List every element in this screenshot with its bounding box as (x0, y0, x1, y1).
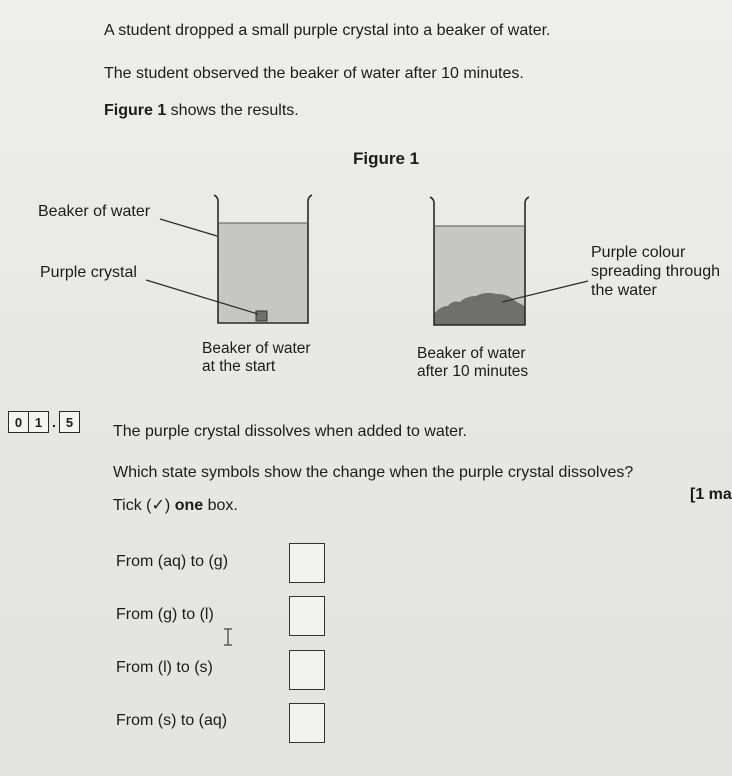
label-purple-line-1: Purple colour (591, 244, 686, 261)
leader-line-beaker (160, 219, 217, 236)
purple-crystal (256, 311, 267, 321)
figure-reference: Figure 1 (104, 102, 167, 119)
intro-line-2: The student observed the beaker of water after 10 minutes. (104, 65, 524, 82)
marks-indicator: [1 ma (690, 486, 732, 503)
intro-line-1: A student dropped a small purple crystal into a beaker of water. (104, 22, 551, 39)
caption-right-line-1: Beaker of water (417, 345, 526, 362)
label-purple-crystal: Purple crystal (40, 264, 137, 281)
tick-instruction (113, 495, 238, 515)
option-label-1: From (aq) to (g) (116, 553, 229, 570)
caption-right (417, 345, 528, 381)
left-beaker-water (218, 223, 308, 323)
label-beaker-of-water: Beaker of water (38, 203, 151, 220)
intro-line-3-rest: shows the results. (166, 102, 299, 119)
caption-left-line-1: Beaker of water (202, 340, 311, 357)
option-label-2: From (g) to (l) (116, 606, 214, 623)
question-number-digit-2: 1 (29, 411, 49, 433)
option-checkbox-3[interactable] (289, 650, 325, 690)
question-number (8, 411, 80, 433)
label-purple-line-2: spreading through (591, 263, 720, 280)
caption-left-line-2: at the start (202, 358, 276, 375)
option-checkbox-1[interactable] (289, 543, 325, 583)
question-number-digit-3: 5 (59, 411, 80, 433)
label-purple-line-3: the water (591, 282, 657, 299)
option-checkbox-2[interactable] (289, 596, 325, 636)
question-number-separator: . (52, 414, 56, 430)
tick-instruction-pre: Tick (✓) (113, 497, 175, 514)
label-purple-colour (591, 243, 720, 300)
caption-left (202, 340, 311, 376)
option-checkbox-4[interactable] (289, 703, 325, 743)
tick-instruction-bold: one (174, 497, 204, 514)
tick-instruction-post: box. (203, 497, 238, 514)
question-statement: The purple crystal dissolves when added to water. (113, 423, 467, 440)
option-label-3: From (l) to (s) (116, 659, 213, 676)
question-number-digit-1: 0 (8, 411, 29, 433)
caption-right-line-2: after 10 minutes (417, 363, 529, 380)
question-prompt: Which state symbols show the change when the purple crystal dissolves? (113, 464, 634, 481)
figure-title: Figure 1 (353, 149, 420, 168)
option-label-4: From (s) to (aq) (116, 712, 228, 729)
